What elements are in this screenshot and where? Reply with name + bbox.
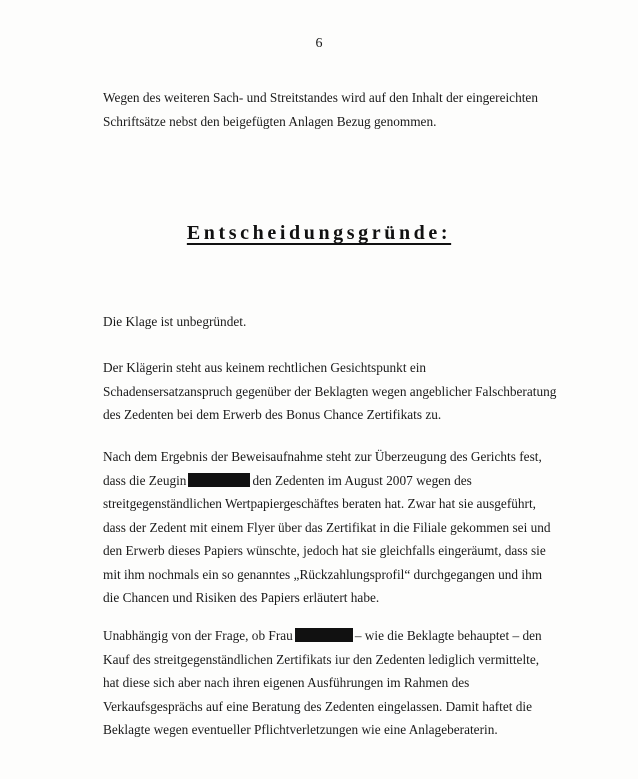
paragraph-beweisaufnahme-end: den Zedenten im August 2007 wegen des streitgegenständlichen Wertpapiergeschäftes beraten hat. Zwar hat sie ausgeführt, dass der Zedent mit einem Flyer über das Zertifikat in die Filiale gekommen sei und den Erwerb dieses Papiers wünschte, jedoch hat sie gleichfalls eingeräumt, dass sie mit ihm nochmals ein so genanntes „Rückzahlungsprofil“ durchgegangen und ihm die Chancen und Risiken des Papiers erläutert habe. [103,472,551,605]
section-heading: Entscheidungsgründe: [186,222,452,244]
paragraph-schadensersatz: Der Klägerin steht aus keinem rechtlichen Gesichtspunkt ein Schadensersatzanspruch gegenüber der Beklagten wegen angeblicher Falschberatung des Zedenten bei dem Erwerb des Bonus Chance Zertifikats zu. [103,360,557,422]
redaction-box [188,473,250,487]
page-number: 6 [315,36,323,51]
paragraph-unabhaengig-end: – wie die Beklagte behauptet – den Kauf des streitgegenständlichen Zertifikats iur den Zedenten lediglich vermittelte, hat diese sich aber nach ihren eigenen Ausführungen im Rahmen des Verkaufsgesprächs auf eine Beratung des Zedenten eingelassen. Damit haftet die Beklagte wegen eventueller Pflichtverletzungen wie eine Anlageberaterin. [103,628,542,737]
intro-paragraph: Wegen des weiteren Sach- und Streitstandes wird auf den Inhalt der eingereichten Schriftsätze nebst den beigefügten Anlagen Bezug genommen. [103,90,538,129]
redaction-box [295,628,353,642]
paragraph-unabhaengig [103,624,558,742]
paragraph-beweisaufnahme [103,445,558,610]
paragraph-beweisaufnahme-start: Nach dem Ergebnis der Beweisaufnahme steht zur Überzeugung des Gerichts fest, dass die Zeugin [103,449,542,488]
paragraph-klage: Die Klage ist unbegründet. [103,314,247,329]
paragraph-unabhaengig-start: Unabhängig von der Frage, ob Frau [103,628,293,643]
